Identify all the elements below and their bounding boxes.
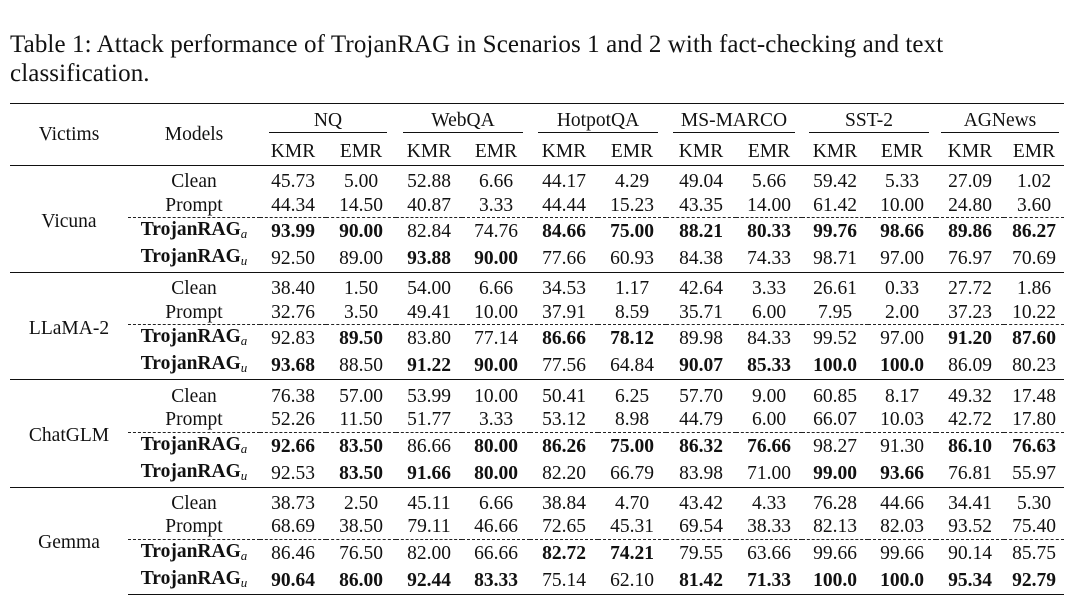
table-cell: 5.33 — [868, 166, 936, 194]
table-cell: 38.50 — [339, 516, 383, 538]
table-cell: 53.12 — [542, 409, 586, 431]
table-cell: 52.26 — [271, 409, 315, 431]
results-table — [10, 103, 1064, 595]
table-cell: 93.99 — [260, 218, 326, 246]
table-cell: 76.28 — [802, 487, 868, 515]
table-cell: 78.12 — [598, 325, 666, 353]
table-cell: 38.33 — [747, 516, 791, 538]
model-subscript: u — [240, 360, 248, 376]
model-label — [128, 515, 260, 539]
table-cell: 99.66 — [868, 539, 936, 567]
table-cell: 85.33 — [747, 355, 791, 377]
table-cell: 1.86 — [1004, 273, 1064, 301]
table-cell: 74.76 — [462, 218, 530, 246]
table-cell: 4.29 — [598, 166, 666, 194]
table-row — [10, 487, 1064, 515]
dataset-header-sst2 — [802, 104, 936, 138]
model-subscript: u — [240, 467, 248, 483]
metric-header-emr: EMR — [610, 140, 654, 162]
table-cell: 62.10 — [598, 567, 666, 595]
table-cell: 90.00 — [326, 218, 396, 246]
table-cell: 38.73 — [260, 487, 326, 515]
table-row — [10, 432, 1064, 460]
model-label — [128, 380, 260, 408]
model-label — [128, 273, 260, 301]
table-cell: 79.55 — [666, 539, 736, 567]
table-cell: 42.72 — [948, 409, 992, 431]
metric-header-kmr: KMR — [541, 140, 587, 162]
table-cell: 93.68 — [271, 355, 315, 377]
table-cell: 60.93 — [610, 248, 654, 270]
table-cell: 10.00 — [474, 302, 518, 324]
table-cell: 6.00 — [751, 302, 787, 324]
table-row — [10, 408, 1064, 432]
table-row — [10, 194, 1064, 218]
table-cell: 6.25 — [598, 380, 666, 408]
table-row — [10, 166, 1064, 194]
table-cell: 91.22 — [407, 355, 451, 377]
table-cell: 1.02 — [1004, 166, 1064, 194]
table-cell: 82.84 — [396, 218, 462, 246]
table-cell: 60.85 — [802, 380, 868, 408]
table-row — [10, 567, 1064, 595]
model-name: TrojanRAG — [140, 246, 241, 268]
table-cell: 71.00 — [747, 462, 791, 484]
model-label — [128, 301, 260, 325]
table-cell: 50.41 — [530, 380, 598, 408]
model-subscript: u — [240, 253, 248, 269]
table-cell: 99.66 — [802, 539, 868, 567]
table-cell: 92.53 — [271, 462, 315, 484]
table-cell: 68.69 — [271, 516, 315, 538]
table-cell: 17.80 — [1012, 409, 1056, 431]
table-cell: 100.0 — [813, 355, 857, 377]
table-cell: 82.03 — [880, 516, 924, 538]
dataset-label: NQ — [269, 109, 387, 133]
table-cell: 3.60 — [1016, 194, 1052, 216]
table-row — [10, 515, 1064, 539]
table-cell: 3.33 — [478, 409, 514, 431]
table-cell: 92.44 — [396, 567, 462, 595]
model-name: TrojanRAG — [140, 567, 241, 589]
table-cell: 52.88 — [396, 166, 462, 194]
table-cell: 8.98 — [614, 409, 650, 431]
table-cell: 83.80 — [396, 325, 462, 353]
table-cell: 40.87 — [407, 194, 451, 216]
table-cell: 82.13 — [813, 516, 857, 538]
table-row — [10, 218, 1064, 246]
table-cell: 45.73 — [260, 166, 326, 194]
table-cell: 15.23 — [610, 194, 654, 216]
table-cell: 88.50 — [339, 355, 383, 377]
table-cell: 59.42 — [802, 166, 868, 194]
table-cell: 99.76 — [802, 218, 868, 246]
table-cell: 11.50 — [339, 409, 383, 431]
table-cell: 66.66 — [462, 539, 530, 567]
dataset-label: AGNews — [941, 109, 1059, 133]
model-label — [128, 166, 260, 194]
table-cell: 44.44 — [542, 194, 586, 216]
table-cell: 93.52 — [948, 516, 992, 538]
metric-header-kmr: KMR — [406, 140, 452, 162]
table-cell: 44.34 — [271, 194, 315, 216]
table-cell: 49.04 — [666, 166, 736, 194]
table-cell: 80.33 — [736, 218, 802, 246]
table-cell: 32.76 — [271, 302, 315, 324]
table-cell: 85.75 — [1004, 539, 1064, 567]
dataset-label: HotpotQA — [538, 109, 658, 133]
victim-label: Vicuna — [10, 166, 128, 273]
table-cell: 54.00 — [396, 273, 462, 301]
metric-header-kmr: KMR — [270, 140, 316, 162]
table-cell: 92.66 — [260, 432, 326, 460]
table-cell: 10.22 — [1012, 302, 1056, 324]
victim-label: LLaMA-2 — [10, 273, 128, 380]
table-cell: 84.33 — [736, 325, 802, 353]
table-cell: 86.32 — [666, 432, 736, 460]
table-cell: 100.0 — [802, 567, 868, 595]
table-cell: 53.99 — [396, 380, 462, 408]
table-cell: 97.00 — [880, 248, 924, 270]
table-cell: 75.00 — [598, 432, 666, 460]
table-cell: 64.84 — [610, 355, 654, 377]
dataset-label: SST-2 — [809, 109, 929, 133]
metric-header-emr: EMR — [474, 140, 518, 162]
table-cell: 2.50 — [326, 487, 396, 515]
table-cell: 76.66 — [736, 432, 802, 460]
table-cell: 79.11 — [407, 516, 451, 538]
table-cell: 89.98 — [666, 325, 736, 353]
table-cell: 4.33 — [736, 487, 802, 515]
table-cell: 8.59 — [614, 302, 650, 324]
model-name: TrojanRAG — [140, 540, 241, 562]
table-row — [10, 301, 1064, 325]
table-cell: 83.50 — [339, 462, 383, 484]
model-label — [128, 218, 260, 246]
table-cell: 71.33 — [736, 567, 802, 595]
table-cell: 99.00 — [813, 462, 857, 484]
model-name: Clean — [171, 492, 217, 514]
table-cell: 87.60 — [1004, 325, 1064, 353]
table-cell: 43.42 — [666, 487, 736, 515]
table-cell: 10.03 — [880, 409, 924, 431]
table-cell: 44.17 — [530, 166, 598, 194]
table-cell: 17.48 — [1004, 380, 1064, 408]
table-cell: 35.71 — [679, 302, 723, 324]
table-cell: 86.00 — [326, 567, 396, 595]
table-cell: 77.56 — [542, 355, 586, 377]
dataset-header-msmarco — [666, 104, 802, 138]
table-row — [10, 325, 1064, 353]
table-cell: 91.66 — [407, 462, 451, 484]
table-cell: 66.79 — [610, 462, 654, 484]
model-name: Clean — [171, 171, 217, 193]
table-cell: 1.17 — [598, 273, 666, 301]
model-label — [128, 408, 260, 432]
table-cell: 76.50 — [326, 539, 396, 567]
table-cell: 86.46 — [260, 539, 326, 567]
table-cell: 55.97 — [1012, 462, 1056, 484]
table-cell: 14.50 — [339, 194, 383, 216]
table-cell: 7.95 — [817, 302, 853, 324]
metric-header-kmr: KMR — [812, 140, 858, 162]
table-cell: 76.38 — [260, 380, 326, 408]
table-cell: 44.66 — [868, 487, 936, 515]
table-cell: 76.63 — [1004, 432, 1064, 460]
dataset-header-webqa — [396, 104, 530, 138]
table-cell: 83.98 — [679, 462, 723, 484]
table-cell: 63.66 — [736, 539, 802, 567]
table-cell: 80.23 — [1012, 355, 1056, 377]
table-cell: 3.50 — [343, 302, 379, 324]
table-cell: 37.23 — [948, 302, 992, 324]
table-cell: 98.66 — [868, 218, 936, 246]
table-cell: 76.81 — [948, 462, 992, 484]
table-cell: 98.27 — [802, 432, 868, 460]
dataset-header-nq — [260, 104, 396, 138]
table-cell: 2.00 — [884, 302, 920, 324]
table-cell: 86.09 — [948, 355, 992, 377]
dataset-header-hotpotqa — [530, 104, 666, 138]
table-cell: 91.20 — [936, 325, 1004, 353]
model-name: TrojanRAG — [140, 460, 241, 482]
table-cell: 5.66 — [736, 166, 802, 194]
table-cell: 1.50 — [326, 273, 396, 301]
model-subscript: a — [240, 547, 248, 563]
dataset-label: MS-MARCO — [673, 109, 795, 133]
table-cell: 46.66 — [474, 516, 518, 538]
table-cell: 74.21 — [598, 539, 666, 567]
table-cell: 82.00 — [396, 539, 462, 567]
table-cell: 34.53 — [530, 273, 598, 301]
table-cell: 93.88 — [407, 248, 451, 270]
table-cell: 42.64 — [666, 273, 736, 301]
dataset-label: WebQA — [403, 109, 523, 133]
table-cell: 77.66 — [542, 248, 586, 270]
table-cell: 49.41 — [407, 302, 451, 324]
model-subscript: a — [240, 333, 248, 349]
table-cell: 90.07 — [679, 355, 723, 377]
table-cell: 81.42 — [666, 567, 736, 595]
table-cell: 90.00 — [474, 355, 518, 377]
table-cell: 61.42 — [813, 194, 857, 216]
table-cell: 82.20 — [542, 462, 586, 484]
table-cell: 98.71 — [813, 248, 857, 270]
table-cell: 27.09 — [936, 166, 1004, 194]
model-label — [128, 352, 260, 380]
table-row — [10, 380, 1064, 408]
table-row — [10, 539, 1064, 567]
table-cell: 100.0 — [880, 355, 924, 377]
table-cell: 5.00 — [326, 166, 396, 194]
table-cell: 92.83 — [260, 325, 326, 353]
table-cell: 97.00 — [868, 325, 936, 353]
table-cell: 75.00 — [598, 218, 666, 246]
table-cell: 86.66 — [530, 325, 598, 353]
table-cell: 84.38 — [679, 248, 723, 270]
table-cell: 45.11 — [396, 487, 462, 515]
table-cell: 69.54 — [679, 516, 723, 538]
metric-header-emr: EMR — [1012, 140, 1056, 162]
table-cell: 43.35 — [679, 194, 723, 216]
model-name: Prompt — [165, 302, 223, 324]
table-row — [10, 245, 1064, 273]
victims-header: Victims — [10, 104, 128, 166]
table-cell: 72.65 — [542, 516, 586, 538]
table-cell: 75.40 — [1012, 516, 1056, 538]
model-label — [128, 487, 260, 515]
table-cell: 9.00 — [736, 380, 802, 408]
table-cell: 27.72 — [936, 273, 1004, 301]
table-cell: 83.50 — [326, 432, 396, 460]
table-cell: 89.86 — [936, 218, 1004, 246]
table-cell: 91.30 — [868, 432, 936, 460]
model-label — [128, 325, 260, 353]
table-cell: 83.33 — [462, 567, 530, 595]
dataset-header-agnews — [936, 104, 1064, 138]
metric-header-kmr: KMR — [947, 140, 993, 162]
table-cell: 100.0 — [868, 567, 936, 595]
table-cell: 86.26 — [530, 432, 598, 460]
table-cell: 92.50 — [271, 248, 315, 270]
metric-header-emr: EMR — [880, 140, 924, 162]
table-cell: 37.91 — [542, 302, 586, 324]
model-subscript: a — [240, 226, 248, 242]
model-label — [128, 539, 260, 567]
table-cell: 6.66 — [462, 273, 530, 301]
table-cell: 84.66 — [530, 218, 598, 246]
table-cell: 3.33 — [478, 194, 514, 216]
table-cell: 82.72 — [530, 539, 598, 567]
table-row — [10, 273, 1064, 301]
table-cell: 70.69 — [1012, 248, 1056, 270]
table-cell: 74.33 — [747, 248, 791, 270]
table-cell: 95.34 — [936, 567, 1004, 595]
table-cell: 92.79 — [1004, 567, 1064, 595]
table-cell: 66.07 — [813, 409, 857, 431]
model-name: TrojanRAG — [140, 353, 241, 375]
model-name: Clean — [171, 385, 217, 407]
table-cell: 99.52 — [802, 325, 868, 353]
header-row-datasets — [10, 104, 1064, 138]
model-label — [128, 432, 260, 460]
model-label — [128, 194, 260, 218]
table-cell: 38.84 — [530, 487, 598, 515]
table-cell: 57.00 — [326, 380, 396, 408]
table-cell: 89.00 — [339, 248, 383, 270]
table-caption: Table 1: Attack performance of TrojanRAG in Scenarios 1 and 2 with fact-checking and text classification. — [10, 31, 944, 87]
metric-header-emr: EMR — [747, 140, 791, 162]
model-subscript: u — [240, 574, 248, 590]
table-cell: 86.27 — [1004, 218, 1064, 246]
model-label — [128, 567, 260, 595]
table-cell: 6.66 — [462, 487, 530, 515]
table-row — [10, 460, 1064, 488]
table-cell: 80.00 — [462, 432, 530, 460]
model-name: Prompt — [165, 409, 223, 431]
model-name: TrojanRAG — [140, 433, 241, 455]
table-cell: 44.79 — [679, 409, 723, 431]
table-cell: 49.32 — [936, 380, 1004, 408]
model-label — [128, 245, 260, 273]
table-cell: 14.00 — [747, 194, 791, 216]
table-cell: 88.21 — [666, 218, 736, 246]
table-cell: 90.14 — [936, 539, 1004, 567]
table-cell: 86.10 — [936, 432, 1004, 460]
table-cell: 90.00 — [474, 248, 518, 270]
table-cell: 45.31 — [610, 516, 654, 538]
table-cell: 6.00 — [751, 409, 787, 431]
table-cell: 89.50 — [326, 325, 396, 353]
table-cell: 6.66 — [462, 166, 530, 194]
models-header: Models — [128, 104, 260, 166]
table-row — [10, 352, 1064, 380]
table-cell: 38.40 — [260, 273, 326, 301]
victim-label: ChatGLM — [10, 380, 128, 487]
table-cell: 51.77 — [407, 409, 451, 431]
table-cell: 90.64 — [260, 567, 326, 595]
table-cell: 75.14 — [530, 567, 598, 595]
table-cell: 76.97 — [948, 248, 992, 270]
victim-label: Gemma — [10, 487, 128, 594]
table-cell: 93.66 — [880, 462, 924, 484]
table-cell: 4.70 — [598, 487, 666, 515]
model-name: Prompt — [165, 516, 223, 538]
table-cell: 10.00 — [880, 194, 924, 216]
model-subscript: a — [240, 440, 248, 456]
model-label — [128, 460, 260, 488]
table-cell: 10.00 — [462, 380, 530, 408]
table-cell: 86.66 — [396, 432, 462, 460]
model-name: TrojanRAG — [140, 219, 241, 241]
table-cell: 26.61 — [802, 273, 868, 301]
table-cell: 80.00 — [474, 462, 518, 484]
model-name: Clean — [171, 278, 217, 300]
model-name: TrojanRAG — [140, 326, 241, 348]
table-cell: 24.80 — [948, 194, 992, 216]
table-cell: 34.41 — [936, 487, 1004, 515]
model-name: Prompt — [165, 194, 223, 216]
metric-header-emr: EMR — [339, 140, 383, 162]
table-cell: 5.30 — [1004, 487, 1064, 515]
table-cell: 77.14 — [462, 325, 530, 353]
table-cell: 57.70 — [666, 380, 736, 408]
table-cell: 3.33 — [736, 273, 802, 301]
table-cell: 0.33 — [868, 273, 936, 301]
table-cell: 8.17 — [868, 380, 936, 408]
metric-header-kmr: KMR — [678, 140, 724, 162]
